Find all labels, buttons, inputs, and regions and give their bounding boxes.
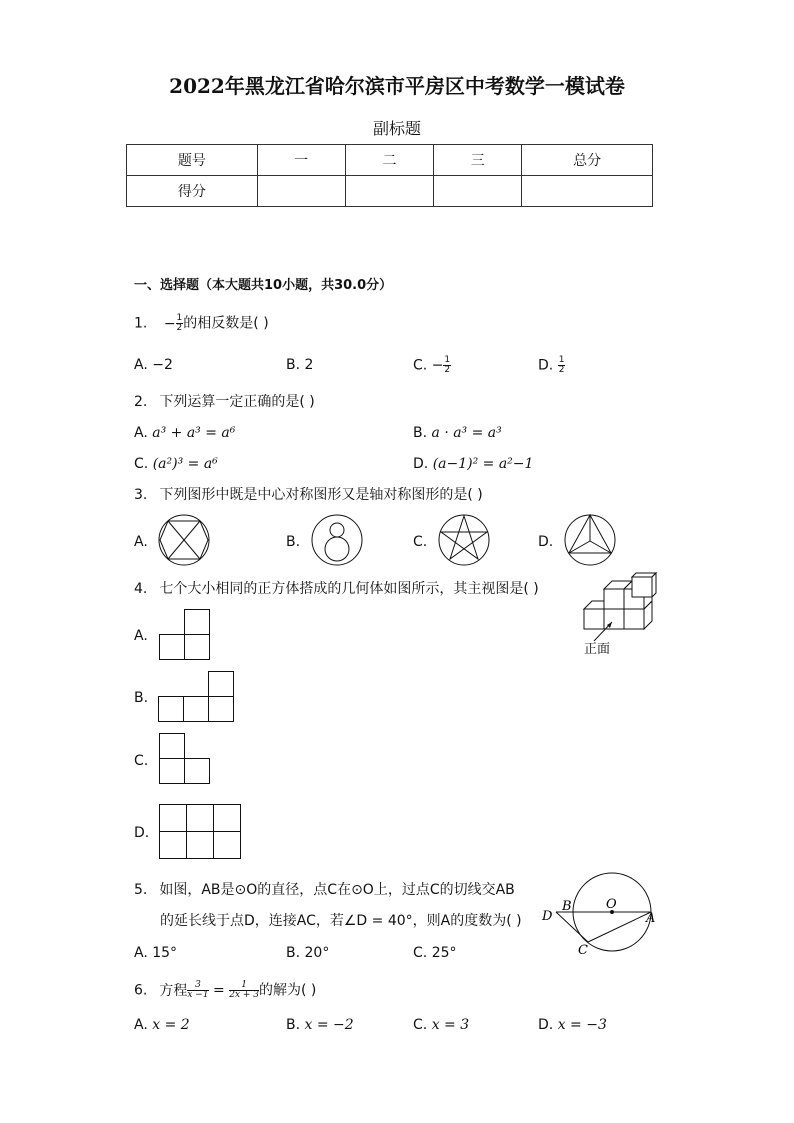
option-a[interactable]: A. 15°	[134, 945, 178, 961]
option-c-label[interactable]: C.	[134, 753, 149, 769]
score-table-cell	[345, 176, 434, 207]
front-view-option-a[interactable]	[159, 609, 211, 661]
circle-pentagram-icon[interactable]	[438, 514, 490, 566]
point-label: A	[646, 911, 656, 926]
cube-stack-figure	[582, 575, 662, 635]
question-2: 2. 下列运算一定正确的是( )	[134, 394, 315, 410]
score-table-cell	[434, 176, 522, 207]
front-view-option-d[interactable]	[159, 804, 242, 860]
option-b-label[interactable]: B.	[134, 690, 149, 706]
point-label: O	[606, 897, 617, 912]
score-table-cell: 二	[345, 145, 434, 176]
option-b[interactable]: B. 2	[286, 357, 314, 373]
option-a-label[interactable]: A.	[134, 534, 148, 550]
option-a[interactable]: A. a³ + a³ = a⁶	[134, 425, 236, 441]
option-d[interactable]: D. $\frac{1}{2}$	[538, 355, 565, 375]
circle-tangent-figure	[540, 870, 662, 960]
option-d[interactable]: D. (a−1)² = a²−1	[413, 456, 534, 472]
point-label: B	[562, 899, 572, 914]
score-table-row	[127, 176, 653, 207]
fraction: $\frac{1}{2}$	[558, 355, 565, 375]
score-table	[126, 144, 653, 207]
circle-triangle-icon[interactable]	[564, 514, 616, 566]
option-d-label[interactable]: D.	[538, 534, 554, 550]
front-view-option-c[interactable]	[159, 733, 211, 785]
option-b[interactable]: B. x = −2	[286, 1017, 354, 1033]
circle-snowman-icon[interactable]	[311, 514, 363, 566]
score-table-cell: 一	[257, 145, 345, 176]
option-d-label[interactable]: D.	[134, 825, 150, 841]
option-d[interactable]: D. x = −3	[538, 1017, 607, 1033]
option-b-label[interactable]: B.	[286, 534, 301, 550]
point-label: C	[578, 943, 588, 958]
score-table-cell	[257, 176, 345, 207]
question-5-line-2: 的延长线于点D，连接AC，若∠D = 40°，则A的度数为( )	[160, 913, 522, 929]
option-c-label[interactable]: C.	[413, 534, 428, 550]
question-3: 3. 下列图形中既是中心对称图形又是轴对称图形的是( )	[134, 487, 483, 503]
option-c[interactable]: C. x = 3	[413, 1017, 470, 1033]
fraction: $\frac{3}{x -1}$	[187, 980, 209, 1000]
option-b[interactable]: B. a · a³ = a³	[413, 425, 502, 441]
question-number: 1.	[134, 315, 148, 332]
section-heading: 一、选择题（本大题共10小题，共30.0分）	[134, 278, 393, 293]
option-a[interactable]: A. −2	[134, 357, 173, 373]
score-table-cell	[522, 176, 653, 207]
score-table-cell: 得分	[127, 176, 258, 207]
option-c[interactable]: C. (a²)³ = a⁶	[134, 456, 218, 472]
page-title: 2022年黑龙江省哈尔滨市平房区中考数学一模试卷	[169, 74, 625, 98]
score-table-cell: 总分	[522, 145, 653, 176]
option-b[interactable]: B. 20°	[286, 945, 330, 961]
option-c[interactable]: C. 25°	[413, 945, 457, 961]
question-text: 的相反数是( )	[183, 315, 269, 332]
question-text-pre: −	[163, 315, 176, 332]
option-a-label[interactable]: A.	[134, 628, 148, 644]
score-table-cell: 三	[434, 145, 522, 176]
option-c[interactable]: C. − $\frac{1}{2}$	[413, 355, 451, 375]
point-label: D	[542, 909, 553, 924]
option-a[interactable]: A. x = 2	[134, 1017, 190, 1033]
fraction: $\frac{1}{2x + 3}$	[229, 980, 260, 1000]
question-5: 5. 如图，AB是⊙O的直径，点C在⊙O上，过点C的切线交AB	[134, 882, 515, 898]
question-4: 4. 七个大小相同的正方体搭成的几何体如图所示，其主视图是( )	[134, 581, 539, 597]
score-table-header-row	[127, 145, 653, 176]
question-1	[134, 314, 269, 333]
figure-label: 正面	[584, 642, 611, 657]
front-view-option-b[interactable]	[158, 671, 234, 723]
page-subtitle: 副标题	[372, 119, 421, 138]
fraction: $\frac{1}{2}$	[176, 313, 183, 333]
question-6: 6. 方程 $\frac{3}{x -1}$ = $\frac{1}{2x + 3}$ 的解为( )	[134, 980, 317, 1000]
score-table-cell: 题号	[127, 145, 258, 176]
fraction: $\frac{1}{2}$	[444, 355, 451, 375]
circle-hexagon-icon[interactable]	[158, 514, 210, 566]
